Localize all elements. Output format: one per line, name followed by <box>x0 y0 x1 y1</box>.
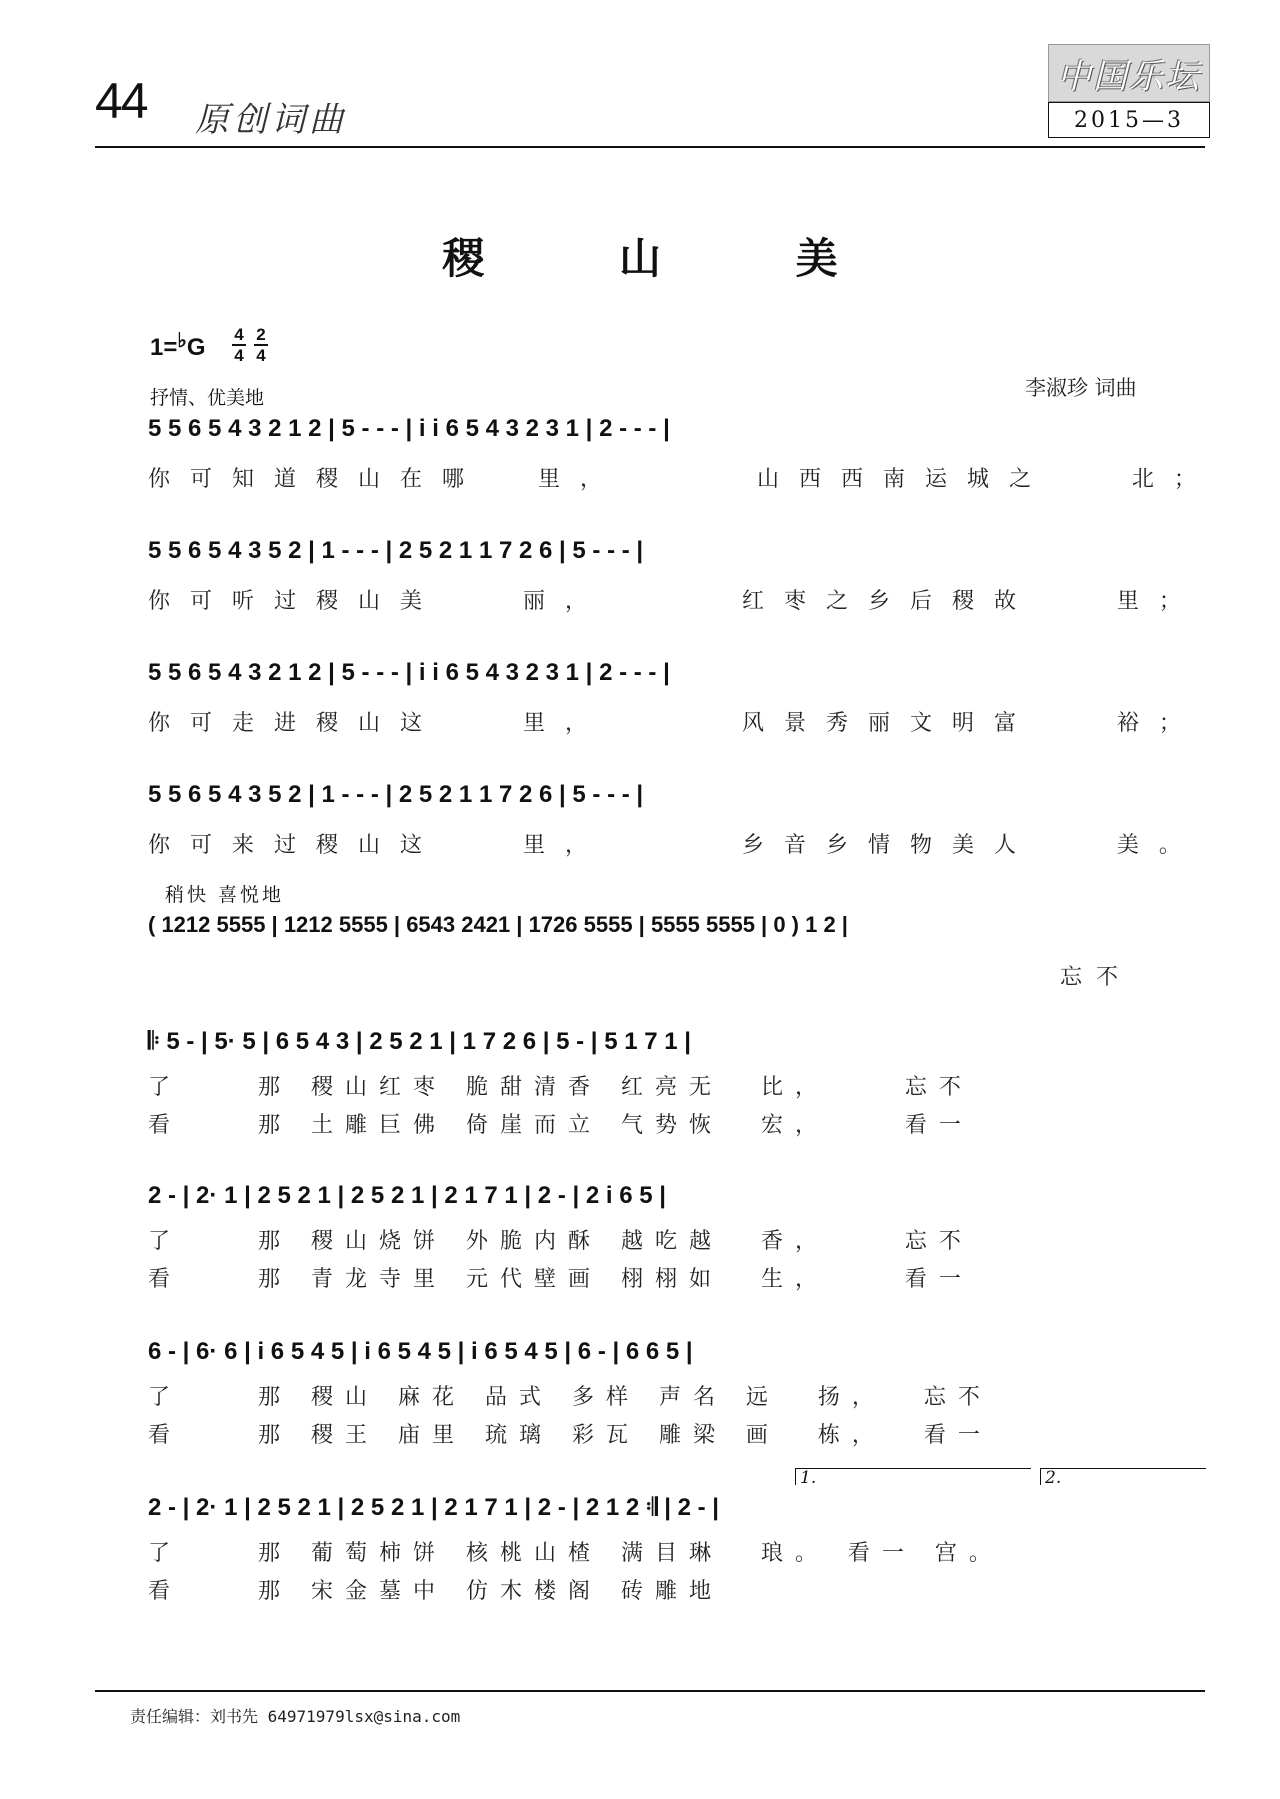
editor-credit: 责任编辑：刘书先 64971979lsx@sina.com <box>130 1707 461 1726</box>
author-credit: 李淑珍 词曲 <box>1025 376 1137 400</box>
chorus-lyric-1: 了 那 稷山红枣 脆甜清香 红亮无 比， 忘不 <box>148 1075 973 1100</box>
journal-logo-text: 中国乐坛 <box>1057 56 1201 97</box>
tempo-marking: 抒情、优美地 <box>150 387 265 409</box>
chorus-notes-line: 6 - | 6· 6 | i 6 5 4 5 | i 6 5 4 5 | i 6 5 4 5 | 6 - | 6 6 5 | <box>148 1338 693 1365</box>
time-signature-4-4: $\frac{4}{4}$ <box>232 325 246 365</box>
time-signatures <box>232 325 268 365</box>
chorus-lyric-1: 了 那 稷山烧饼 外脆内酥 越吃越 香， 忘不 <box>148 1229 973 1254</box>
first-ending-label: 1. <box>800 1468 817 1488</box>
song-title: 稷 山 美 <box>442 234 898 283</box>
score-lyric-line: 你可听过稷山美 丽， 红枣之乡后稷故 里； <box>148 589 1201 614</box>
key-note: G <box>186 334 206 361</box>
score-notes-line: 5 5 6 5 4 3 5 2 | 1 - - - | 2 5 2 1 1 7 2 6 | 5 - - - | <box>148 781 644 808</box>
score-lyric-line: 你可走进稷山这 里， 风景秀丽文明富 裕； <box>148 711 1201 736</box>
time-signature-2-4: $\frac{2}{4}$ <box>254 325 268 365</box>
chorus-lyric-1: 了 那 稷山 麻花 品式 多样 声名 远 扬， 忘不 <box>148 1385 992 1410</box>
key-signature <box>150 328 205 362</box>
key-label: 1= <box>150 334 178 361</box>
score-lyric-line: 你可知道稷山在哪 里， 山西西南运城之 北； <box>148 467 1216 492</box>
footer-divider <box>95 1690 1205 1692</box>
score-notes-line: 5 5 6 5 4 3 5 2 | 1 - - - | 2 5 2 1 1 7 2 6 | 5 - - - | <box>148 537 644 564</box>
issue-number: 2015—3 <box>1048 102 1210 138</box>
page-number: 44 <box>95 73 147 129</box>
score-lyric-line: 你可来过稷山这 里， 乡音乡情物美人 美。 <box>148 833 1201 858</box>
flat-sign: ♭ <box>177 330 187 352</box>
chorus-lyric-1: 了 那 葡萄柿饼 核桃山楂 满目琳 琅。 看一 宫。 <box>148 1541 1003 1566</box>
chorus-lyric-2: 看 那 宋金墓中 仿木楼阁 砖雕地 <box>148 1579 723 1604</box>
section-title: 原创词曲 <box>195 100 347 140</box>
interlude-lyric: 忘不 <box>1060 965 1133 990</box>
chorus-notes-line: 2 - | 2· 1 | 2 5 2 1 | 2 5 2 1 | 2 1 7 1 | 2 - | 2 1 2 𝄇 | 2 - | <box>148 1494 720 1521</box>
first-ending-bracket <box>795 1468 1031 1485</box>
chorus-notes-line: 2 - | 2· 1 | 2 5 2 1 | 2 5 2 1 | 2 1 7 1 | 2 - | 2 i 6 5 | <box>148 1182 666 1209</box>
header-divider <box>95 146 1205 148</box>
chorus-notes-line: 𝄆 5 - | 5· 5 | 6 5 4 3 | 2 5 2 1 | 1 7 2 6 | 5 - | 5 1 7 1 | <box>148 1028 691 1055</box>
interlude-notes: ( 1212 5555 | 1212 5555 | 6543 2421 | 1726 5555 | 5555 5555 | 0 ) 1 2 | <box>148 912 848 937</box>
chorus-lyric-2: 看 那 青龙寺里 元代壁画 栩栩如 生， 看一 <box>148 1267 973 1292</box>
second-ending-label: 2. <box>1045 1468 1062 1488</box>
chorus-lyric-2: 看 那 土雕巨佛 倚崖而立 气势恢 宏， 看一 <box>148 1113 973 1138</box>
interlude-tempo-label: 稍快 喜悦地 <box>165 884 285 906</box>
second-ending-bracket <box>1040 1468 1206 1485</box>
score-notes-line: 5 5 6 5 4 3 2 1 2 | 5 - - - | i i 6 5 4 3 2 3 1 | 2 - - - | <box>148 415 670 442</box>
chorus-lyric-2: 看 那 稷王 庙里 琉璃 彩瓦 雕梁 画 栋， 看一 <box>148 1423 992 1448</box>
score-notes-line: 5 5 6 5 4 3 2 1 2 | 5 - - - | i i 6 5 4 3 2 3 1 | 2 - - - | <box>148 659 670 686</box>
journal-logo <box>1048 44 1210 102</box>
